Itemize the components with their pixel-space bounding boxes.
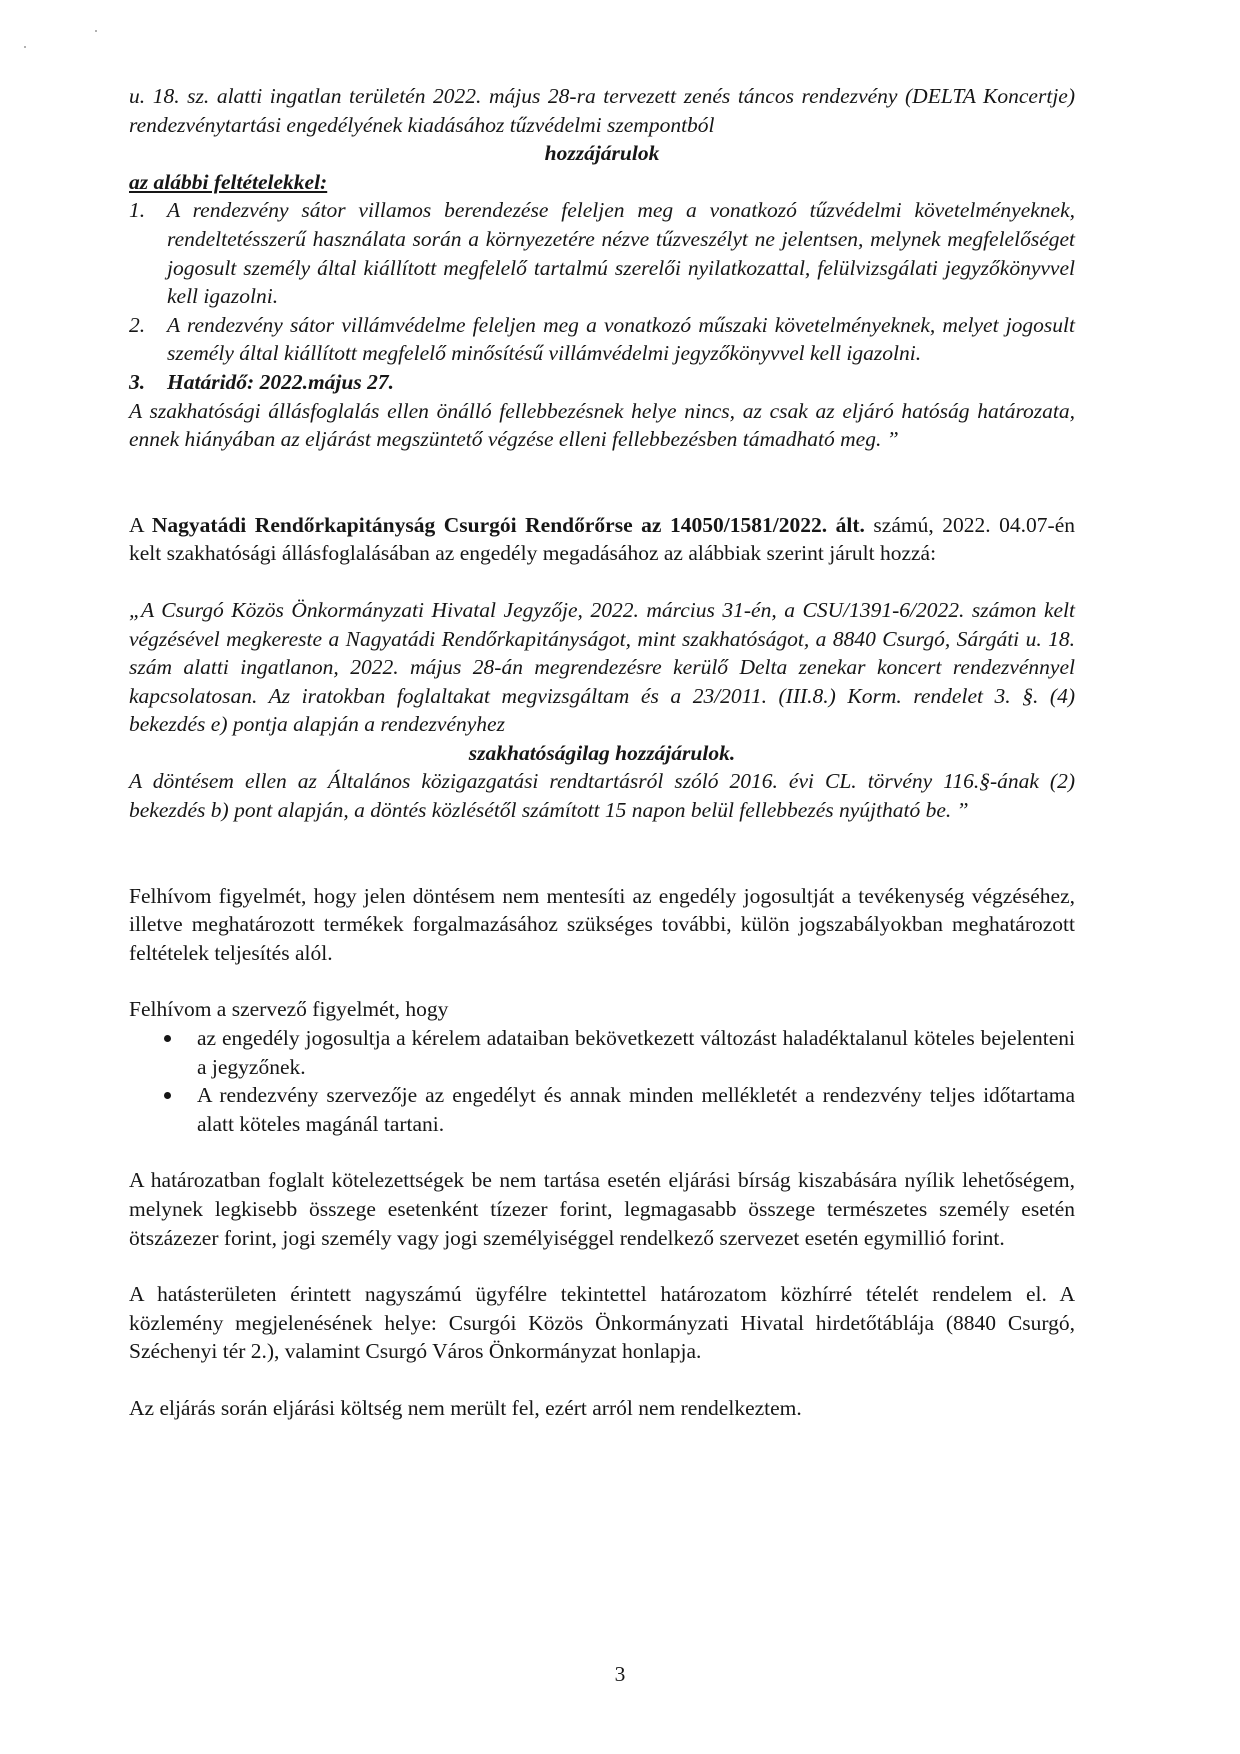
condition-text: A rendezvény sátor villamos berendezése feleljen meg a vonatkozó tűzvédelmi követelményeknek, rendeltetésszerű használata során a környezetére nézve tűzveszélyt ne jelentsen, melynek megfelelőséget jogosult személy által kiállított megfelelő tartalmú szerelői nyilatkozattal, felülvizsgálati jegyzőkönyvvel kell igazolni.	[167, 198, 1075, 309]
scan-speck	[24, 46, 26, 48]
condition-item	[129, 311, 1075, 368]
police-quote-closing: A döntésem ellen az Általános közigazgatási rendtartásról szóló 2016. évi CL. törvény 116.§-ának (2) bekezdés b) pont alapján, a döntés közlésétől számított 15 napon belül fellebbezés nyújtható be. ”	[129, 769, 1075, 823]
costs-paragraph: Az eljárás során eljárási költség nem merült fel, ezért arról nem rendelkeztem.	[129, 1395, 802, 1420]
organizer-notice-intro: Felhívom a szervező figyelmét, hogy	[129, 997, 449, 1022]
quote-intro: u. 18. sz. alatti ingatlan területén 2022. május 28-ra tervezett zenés táncos rendezvény (DELTA Koncertje) rendezvénytartási engedélyének kiadásához tűzvédelmi szempontból	[129, 84, 1075, 137]
condition-number: 2.	[129, 312, 146, 337]
condition-item	[129, 196, 1075, 310]
fine-paragraph: A határozatban foglalt kötelezettségek be nem tartása esetén eljárási bírság kiszabására nyílik lehetőségem, melynek legkisebb összege esetenként tízezer forint, legmagasabb összege természetes személy esetén ötszázezer forint, jogi személy vagy jogi személyiséggel rendelkező szervezet esetén egymillió forint.	[129, 1168, 1075, 1250]
police-quote	[129, 596, 1075, 825]
police-consent-heading: szakhatóságilag hozzájárulok.	[468, 740, 736, 765]
police-prefix: A	[129, 512, 152, 537]
police-paragraph	[129, 511, 1075, 568]
spacer	[129, 967, 1075, 995]
spacer	[129, 568, 1075, 596]
police-quote-body: „A Csurgó Közös Önkormányzati Hivatal Jegyzője, 2022. március 31-én, a CSU/1391-6/2022. számon kelt végzésével megkereste a Nagyatádi Rendőrkapitányságot, mint szakhatóságot, a 8840 Csurgó, Sárgáti u. 18. szám alatti ingatlanon, 2022. május 28-án megrendezésre kerülő Delta zenekar koncert rendezvénnyel kapcsolatosan. Az iratokban foglaltakat megvizsgáltam és a 23/2011. (III.8.) Korm. rendelet 3. §. (4) bekezdés e) pontja alapján a rendezvényhez	[129, 597, 1075, 737]
consent-heading: hozzájárulok	[544, 141, 660, 166]
bullet-icon	[129, 1081, 197, 1138]
police-suffix: számú, 2022. 04.07-én kelt szakhatósági állásfoglalásában az engedély megadásához az alábbiak szerint járult hozzá:	[129, 512, 1076, 566]
organizer-obligations-list	[129, 1024, 1075, 1138]
list-item-text: az engedély jogosultja a kérelem adataiban bekövetkezett változást haladéktalanul köteles bejelenteni a jegyzőnek.	[197, 1026, 1075, 1079]
list-item	[129, 1024, 1075, 1081]
spacer	[129, 1366, 1075, 1394]
spacer	[129, 825, 1075, 882]
condition-number: 1.	[129, 198, 146, 223]
scan-speck	[95, 30, 97, 32]
deadline-text: Határidő: 2022.május 27.	[167, 369, 394, 394]
conditions-label: az alábbi feltételekkel:	[129, 169, 328, 194]
condition-text: A rendezvény sátor villámvédelme feleljen meg a vonatkozó műszaki követelményeknek, melyet jogosult személy által kiállított megfelelő minősítésű villámvédelmi jegyzőkönyvvel kell igazolni.	[167, 312, 1075, 366]
document-page	[129, 82, 1075, 1423]
police-authority: Nagyatádi Rendőrkapitányság Csurgói Rendőrőrse az 14050/1581/2022. ált.	[151, 512, 865, 537]
spacer	[129, 1138, 1075, 1166]
spacer	[129, 1252, 1075, 1280]
list-item-text: A rendezvény szervezője az engedélyt és annak minden mellékletét a rendezvény teljes időtartama alatt köteles magánál tartani.	[197, 1083, 1075, 1136]
spacer	[129, 454, 1075, 511]
quote-closing: A szakhatósági állásfoglalás ellen önálló fellebbezésnek helye nincs, az csak az eljáró hatóság határozata, ennek hiányában az eljárást megszüntető végzése elleni fellebbezésben támadható meg. ”	[129, 398, 1075, 452]
notice-paragraph: Felhívom figyelmét, hogy jelen döntésem nem mentesíti az engedély jogosultját a tevékenység végzéséhez, illetve meghatározott termékek forgalmazásához szükséges további, külön jogszabályokban meghatározott feltételek teljesítés alól.	[129, 883, 1075, 965]
page-number: 3	[614, 1662, 626, 1686]
fire-authority-quote	[129, 82, 1075, 454]
deadline-number: 3.	[129, 369, 146, 394]
bullet-icon	[129, 1024, 197, 1081]
publication-paragraph: A hatásterületen érintett nagyszámú ügyfélre tekintettel határozatom közhírré tételét rendelem el. A közlemény megjelenésének helye: Csurgói Közös Önkormányzati Hivatal hirdetőtáblája (8840 Csurgó, Széchenyi tér 2.), valamint Csurgó Város Önkormányzat honlapja.	[129, 1282, 1075, 1364]
list-item	[129, 1081, 1075, 1138]
deadline-item	[129, 368, 1075, 397]
